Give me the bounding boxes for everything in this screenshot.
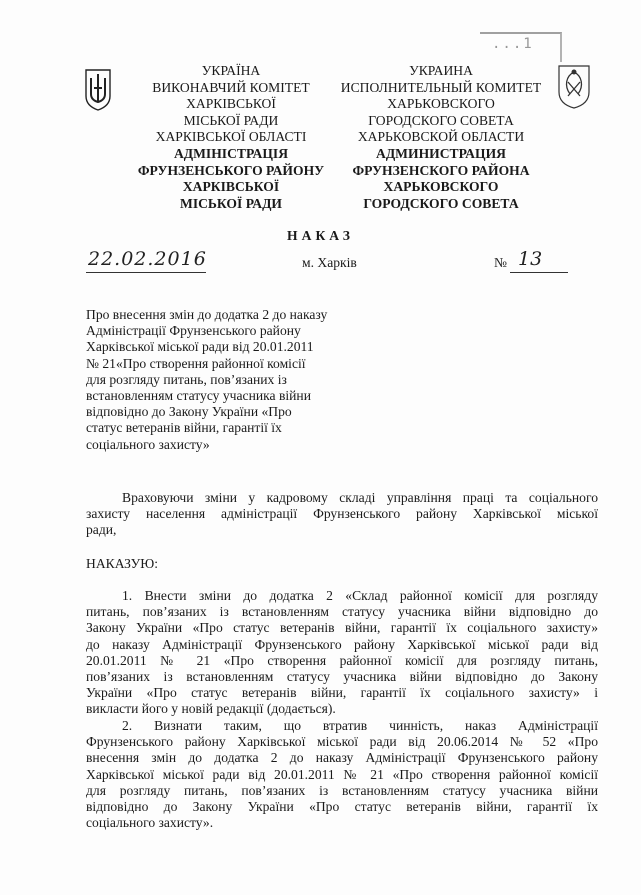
number-label: №	[494, 255, 507, 270]
text-line: соціального захисту».	[86, 815, 214, 831]
text-line: УКРАЇНА	[201, 63, 261, 78]
text-line: ХАРЬКОВСКОГО	[383, 179, 499, 195]
text-line: 20.01.2011 № 21 «Про створення районної комісії для розгляду питань,	[86, 652, 598, 668]
preamble-paragraph	[86, 490, 598, 539]
text-line: 2. Визнати таким, що втратив чинність, наказ Адміністрації	[122, 718, 598, 733]
text-line: МІСЬКОЇ РАДИ	[179, 195, 282, 211]
text-line: відповідно до Закону України «Про	[86, 404, 292, 420]
text-line: АДМИНИСТРАЦИЯ	[376, 145, 506, 161]
document-number	[510, 250, 568, 273]
text-line: для розгляду питань, пов’язаних із	[86, 371, 287, 387]
text-line: внесення змін до додатка 2 до наказу Адміністрації Фрунзенського району	[86, 750, 598, 766]
text-line: Харківської міської ради від 20.01.2011	[86, 339, 314, 355]
order-word: НАКАЗУЮ:	[86, 556, 159, 571]
item-1-paragraph	[86, 588, 598, 718]
text-line: ВИКОНАВЧИЙ КОМІТЕТ	[152, 79, 310, 95]
text-line: ХАРКІВСЬКОЇ	[186, 96, 276, 112]
text-line: АДМІНІСТРАЦІЯ	[173, 145, 289, 161]
subject-block	[86, 307, 327, 453]
handwritten-date: 22.02.2016	[88, 248, 207, 270]
registration-stamp	[480, 32, 562, 62]
text-line: відповідно до Закону України «Про статус ветеранів війни, гарантії їх	[86, 799, 598, 815]
text-line: Харківської міської ради від 20.01.2011 № 21 «Про створення районної комісії	[86, 766, 598, 782]
text-line: України «Про статус ветеранів війни, гарантії їх соціального захисту» і	[86, 685, 598, 701]
document-title: НАКАЗ	[287, 228, 354, 243]
text-line: ГОРОДСКОГО СОВЕТА	[368, 112, 514, 128]
text-line: ФРУНЗЕНСКОГО РАЙОНА	[352, 162, 530, 178]
city-coat-of-arms-icon	[554, 62, 594, 110]
handwritten-number: 13	[518, 248, 543, 270]
text-line: Адміністрації Фрунзенського району	[86, 323, 301, 339]
text-line: захисту населення адміністрації Фрунзенського району Харківської міської	[86, 506, 598, 522]
text-line: Закону України «Про статус ветеранів війни, гарантії їх соціального захисту»	[86, 620, 598, 636]
text-line: викласти його у новій редакції (додається).	[86, 701, 336, 717]
text-line: статус ветеранів війни, гарантії їх	[86, 420, 282, 436]
document-city: м. Харків	[302, 255, 357, 270]
stamp-text: ...1	[492, 36, 534, 52]
text-line: для розгляду питань, пов’язаних із встановленням статусу учасника війни	[86, 782, 598, 798]
text-line: встановленням статусу учасника війни	[86, 388, 311, 404]
text-line: ГОРОДСКОГО СОВЕТА	[363, 195, 519, 211]
text-line: ФРУНЗЕНСЬКОГО РАЙОНУ	[137, 162, 325, 178]
text-line: до наказу Адміністрації Фрунзенського району Харківської міської ради від	[86, 636, 598, 652]
text-line: ради,	[86, 522, 117, 538]
header-russian	[326, 63, 556, 212]
text-line: ИСПОЛНИТЕЛЬНЫЙ КОМИТЕТ	[340, 79, 542, 95]
text-line: Про внесення змін до додатка 2 до наказу	[86, 307, 328, 322]
text-line: соціального захисту»	[86, 436, 210, 452]
text-line: ХАРЬКОВСКОЙ ОБЛАСТИ	[357, 129, 525, 145]
text-line: № 21«Про створення районної комісії	[86, 355, 306, 371]
document-date	[86, 250, 206, 273]
text-line: ХАРЬКОВСКОГО	[387, 96, 495, 112]
text-line: ХАРКІВСЬКОЇ ОБЛАСТІ	[155, 129, 307, 145]
text-line: питань, пов’язаних із встановленням статусу учасника війни відповідно до	[86, 604, 598, 620]
text-line: УКРАИНА	[409, 63, 473, 78]
text-line: Фрунзенського району Харківської міської ради від 20.06.2014 № 52 «Про	[86, 734, 598, 750]
text-line: Враховуючи зміни у кадровому складі управління праці та соціального	[122, 490, 598, 505]
text-line: ХАРКІВСЬКОЇ	[182, 179, 280, 195]
header-ukrainian	[118, 63, 344, 212]
trident-emblem-icon	[84, 66, 112, 112]
item-2-paragraph	[86, 718, 598, 831]
text-line: пов’язаних із встановленням статусу учасника війни відповідно до Закону	[86, 669, 598, 685]
text-line: МІСЬКОЇ РАДИ	[183, 112, 279, 128]
text-line: 1. Внести зміни до додатка 2 «Склад районної комісії для розгляду	[122, 588, 598, 603]
